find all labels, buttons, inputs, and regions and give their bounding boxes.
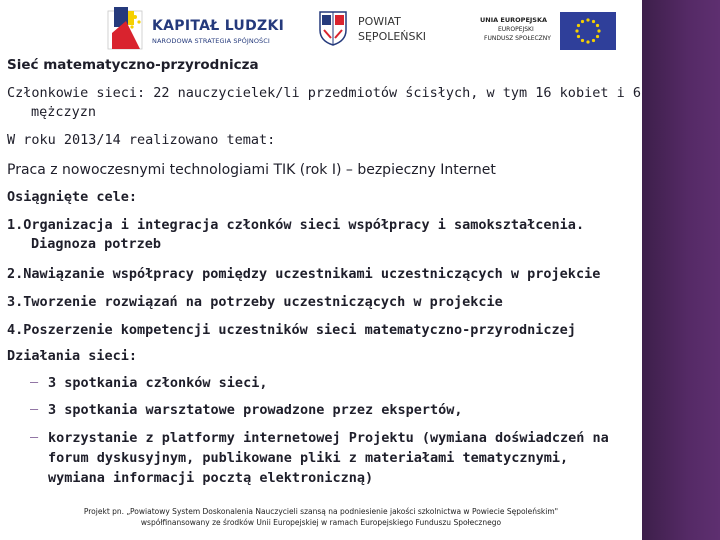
eu-star-icon xyxy=(581,20,584,23)
footer-line-1: Projekt pn. „Powiatowy System Doskonalenia Nauczycieli szansą na podniesienie jakości szkolnictwa w Powiecie Sępoleńskim" xyxy=(83,507,559,516)
goal-item-4: 4.Poszerzenie kompetencji uczestników sieci matematyczno-przyrodniczej xyxy=(7,322,576,338)
unia-line-3: FUNDUSZ SPOŁECZNY xyxy=(484,35,551,42)
eu-flag-icon xyxy=(560,12,616,50)
kapital-ludzki-logo xyxy=(104,5,285,55)
powiat-crest-icon xyxy=(318,10,348,46)
powiat-logo xyxy=(318,10,428,50)
powiat-line-1: POWIAT xyxy=(358,15,401,28)
goal-item-1: 1.Organizacja i integracja członków sieci współpracy i samokształcenia. xyxy=(7,217,585,233)
decorative-side-band xyxy=(642,0,720,540)
powiat-line-2: SĘPOLEŃSKI xyxy=(358,30,426,43)
footer-line-2: współfinansowany ze środków Unii Europejskiej w ramach Europejskiego Funduszu Społecznego xyxy=(140,518,502,527)
eu-star-icon xyxy=(586,40,589,43)
eu-star-icon xyxy=(592,20,595,23)
topic-line: Praca z nowoczesnymi technologiami TIK (rok I) – bezpieczny Internet xyxy=(7,162,496,178)
eu-star-icon xyxy=(596,35,599,38)
kapital-ludzki-subtitle: NARODOWA STRATEGIA SPÓJNOŚCI xyxy=(152,37,270,45)
footer xyxy=(0,506,642,528)
action-bullet: – xyxy=(30,374,39,390)
logo-bar xyxy=(0,0,640,56)
eu-star-icon xyxy=(577,24,580,27)
kapital-ludzki-symbol-icon xyxy=(104,5,148,53)
members-line-1: Członkowie sieci: 22 nauczycielek/li przedmiotów ścisłych, w tym 16 kobiet i 6 xyxy=(7,85,641,101)
eu-star-icon xyxy=(575,29,578,32)
goal-item-3: 3.Tworzenie rozwiązań na potrzeby uczestniczących w projekcie xyxy=(7,294,503,310)
action-bullet: – xyxy=(30,429,39,445)
action-item-3: korzystanie z platformy internetowej Projektu (wymiana doświadczeń na xyxy=(48,430,609,446)
eu-star-icon xyxy=(581,39,584,42)
eu-star-icon xyxy=(586,18,589,21)
eu-star-icon xyxy=(592,39,595,42)
members-line-2: mężczyzn xyxy=(31,104,97,120)
unia-line-2: EUROPEJSKI xyxy=(498,26,534,33)
eu-star-icon xyxy=(597,29,600,32)
actions-heading: Działania sieci: xyxy=(7,348,138,364)
goals-heading: Osiągnięte cele: xyxy=(7,189,138,205)
eu-star-icon xyxy=(577,35,580,38)
action-bullet: – xyxy=(30,401,39,417)
action-item-1: 3 spotkania członków sieci, xyxy=(48,375,268,391)
year-line: W roku 2013/14 realizowano temat: xyxy=(7,132,276,148)
eu-star-icon xyxy=(596,24,599,27)
unia-line-1: UNIA EUROPEJSKA xyxy=(480,16,548,24)
slide-heading: Sieć matematyczno-przyrodnicza xyxy=(7,57,259,73)
action-item-2: 3 spotkania warsztatowe prowadzone przez ekspertów, xyxy=(48,402,463,418)
action-item-3-cont-2: wymiana informacji pocztą elektroniczną) xyxy=(48,470,374,486)
goal-item-2: 2.Nawiązanie współpracy pomiędzy uczestnikami uczestniczących w projekcie xyxy=(7,266,601,282)
kapital-ludzki-title: KAPITAŁ LUDZKI xyxy=(152,18,285,34)
action-item-3-cont: forum dyskusyjnym, publikowane pliki z materiałami tematycznymi, xyxy=(48,450,569,466)
unia-europejska-logo xyxy=(478,12,616,52)
goal-item-1-cont: Diagnoza potrzeb xyxy=(31,236,162,252)
